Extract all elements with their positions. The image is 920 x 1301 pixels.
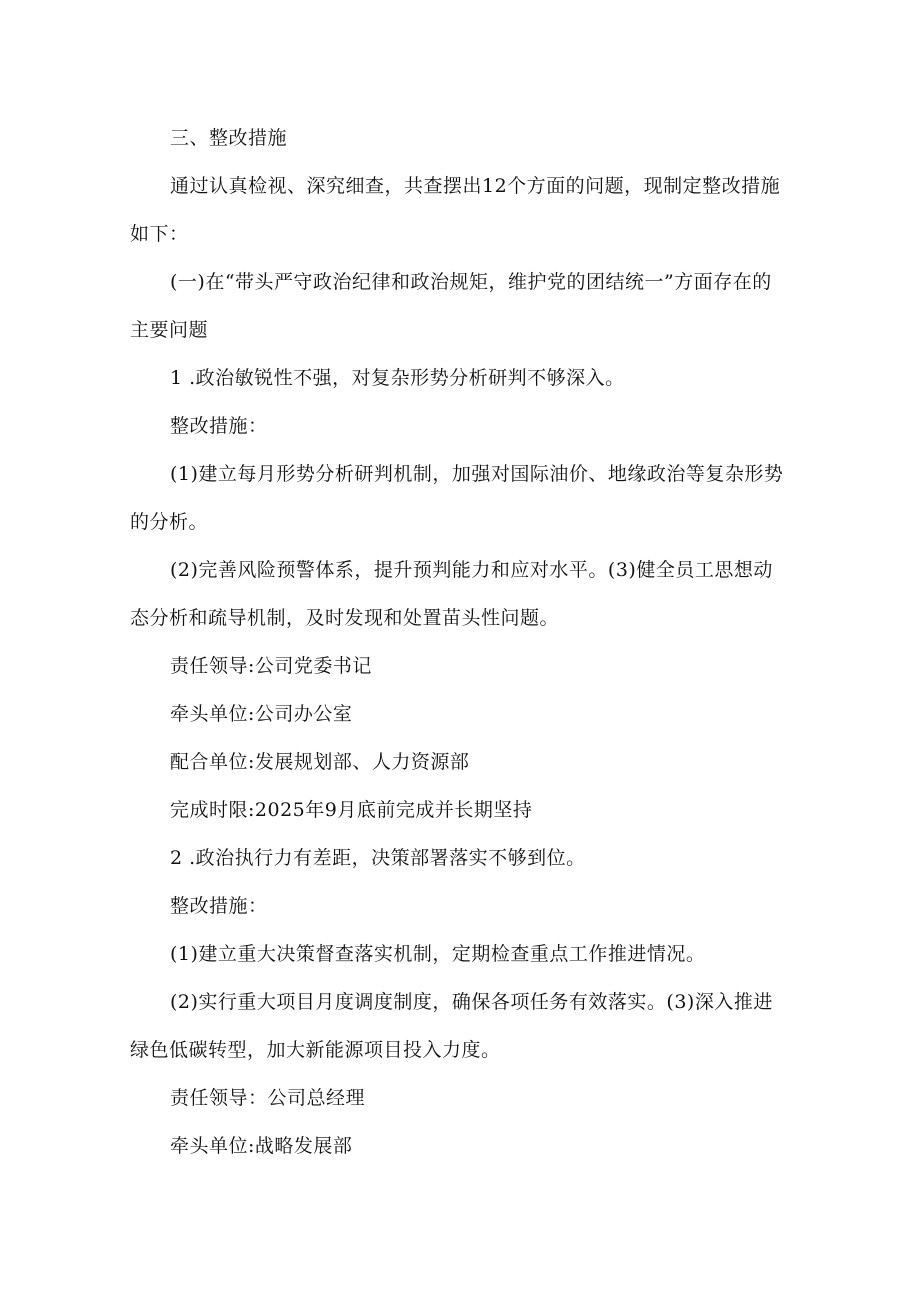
issue-1-deadline: 完成时限:2025年9月底前完成并长期坚持 bbox=[170, 799, 533, 821]
group-heading-1: (一)在“带头严守政治纪律和政治规矩，维护党的团结统一”方面存在的主要问题 bbox=[130, 271, 772, 341]
issue-1-measures-label: 整改措施： bbox=[170, 415, 268, 437]
section-title: 三、整改措施 bbox=[170, 127, 288, 149]
issue-2-measures-label: 整改措施： bbox=[170, 895, 268, 917]
issue-1-title: 1 .政治敏锐性不强，对复杂形势分析研判不够深入。 bbox=[170, 367, 625, 389]
issue-2-leader: 责任领导：公司总经理 bbox=[170, 1087, 366, 1109]
document-body bbox=[130, 114, 790, 1170]
issue-1-measure-1: (1)建立每月形势分析研判机制，加强对国际油价、地缘政治等复杂形势的分析。 bbox=[130, 463, 784, 533]
issue-1-partner-unit: 配合单位:发展规划部、人力资源部 bbox=[170, 751, 470, 773]
issue-2-measure-2-3: (2)实行重大项目月度调度制度，确保各项任务有效落实。(3)深入推进绿色低碳转型，加大新能源项目投入力度。 bbox=[130, 991, 773, 1061]
issue-2-title: 2 .政治执行力有差距，决策部署落实不够到位。 bbox=[170, 847, 586, 869]
issue-1-leader: 责任领导:公司党委书记 bbox=[170, 655, 372, 677]
intro-paragraph: 通过认真检视、深究细查，共查摆出12个方面的问题，现制定整改措施如下： bbox=[130, 175, 781, 245]
issue-1-measure-2-3: (2)完善风险预警体系，提升预判能力和应对水平。(3)健全员工思想动态分析和疏导机制，及时发现和处置苗头性问题。 bbox=[130, 559, 773, 629]
issue-2-lead-unit: 牵头单位:战略发展部 bbox=[170, 1135, 353, 1157]
issue-2-measure-1: (1)建立重大决策督查落实机制，定期检查重点工作推进情况。 bbox=[170, 943, 706, 965]
issue-1-lead-unit: 牵头单位:公司办公室 bbox=[170, 703, 353, 725]
